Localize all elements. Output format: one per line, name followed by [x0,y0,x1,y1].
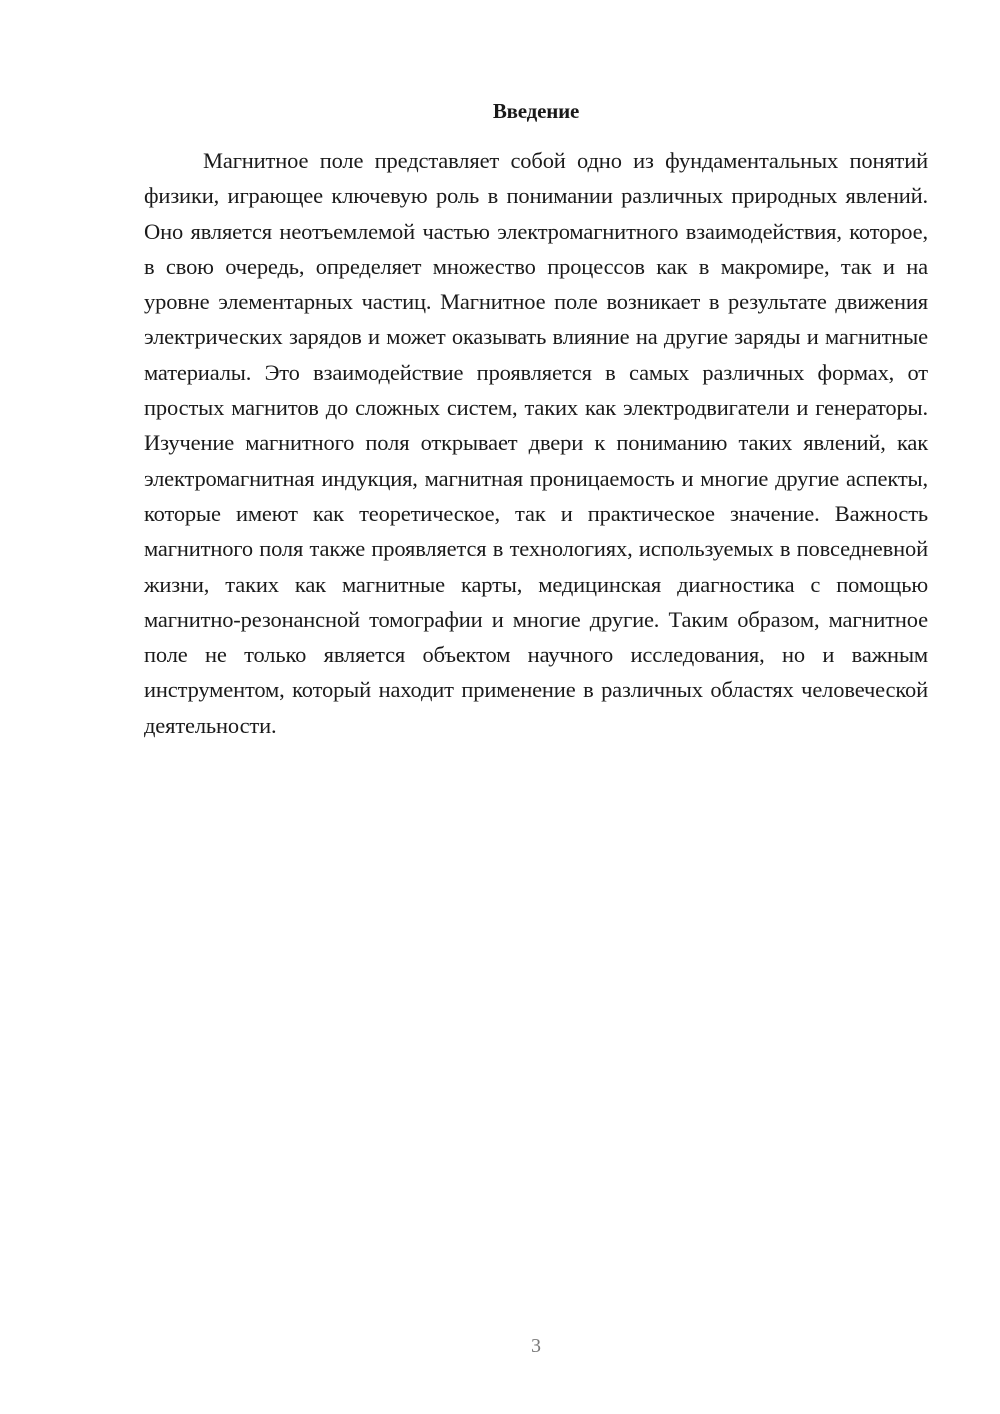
body-paragraph: Магнитное поле представляет собой одно из фундаментальных понятий физики, играющее ключевую роль в понимании различных природных явлений. Оно является неотъемлемой частью электромагнитного взаимодействия, которое, в свою очередь, определяет множество процессов как в макромире, так и на уровне элементарных частиц. Магнитное поле возникает в результате движения электрических зарядов и может оказывать влияние на другие заряды и магнитные материалы. Это взаимодействие проявляется в самых различных формах, от простых магнитов до сложных систем, таких как электродвигатели и генераторы. Изучение магнитного поля открывает двери к пониманию таких явлений, как электромагнитная индукция, магнитная проницаемость и многие другие аспекты, которые имеют как теоретическое, так и практическое значение. Важность магнитного поля также проявляется в технологиях, используемых в повседневной жизни, таких как магнитные карты, медицинская диагностика с помощью магнитно-резонансной томографии и многие другие. Таким образом, магнитное поле не только является объектом научного исследования, но и важным инструментом, который находит применение в различных областях человеческой деятельности. [144,148,928,738]
page-number: 3 [531,1335,541,1357]
section-heading: Введение [492,99,580,123]
